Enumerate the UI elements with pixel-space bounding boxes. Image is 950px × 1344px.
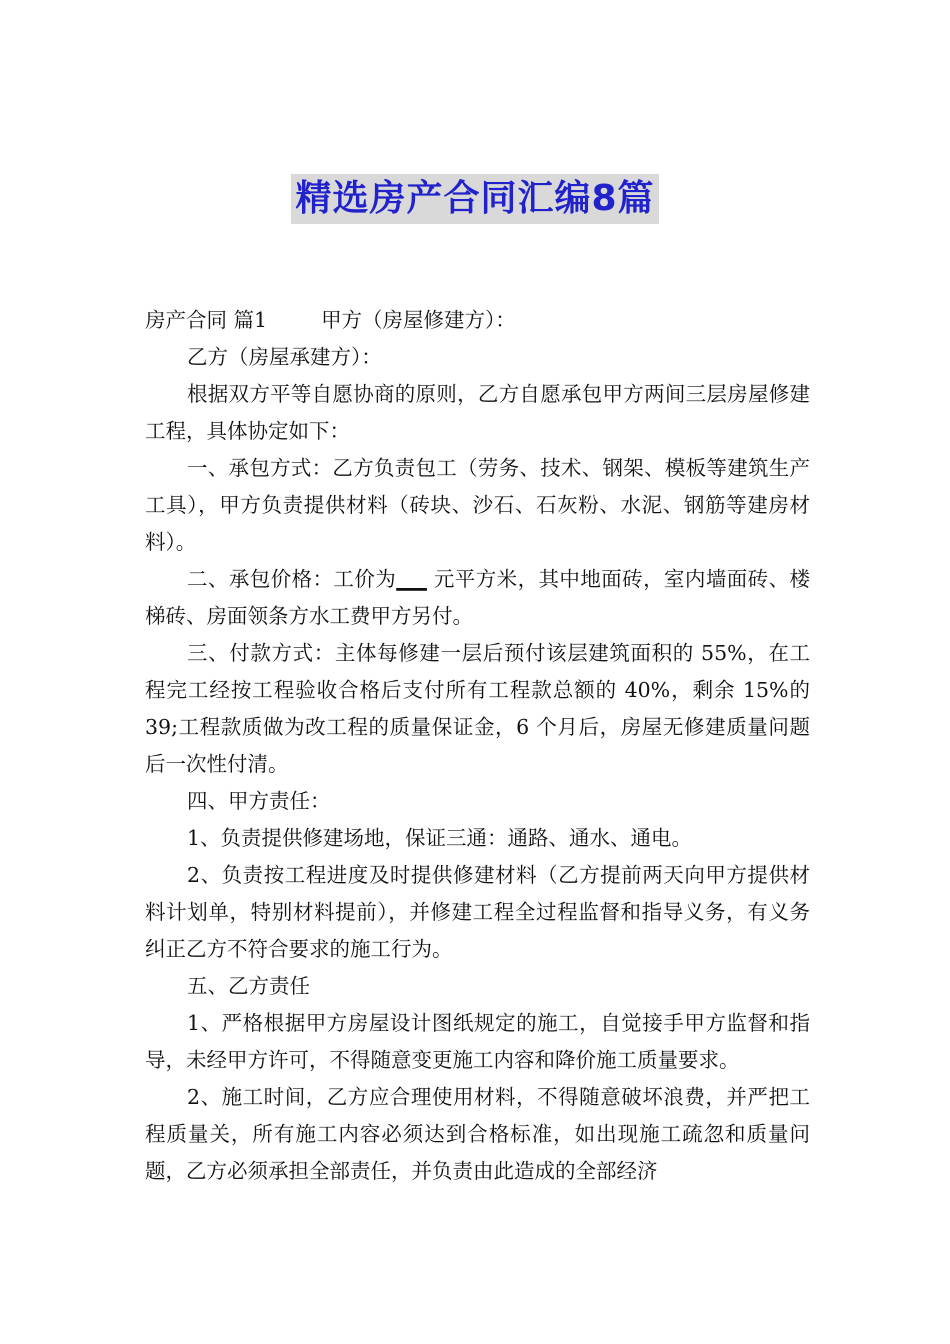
document-title: 精选房产合同汇编8篇 (291, 174, 658, 224)
paragraph: 一、承包方式：乙方负责包工（劳务、技术、钢架、模板等建筑生产工具），甲方负责提供材料（砖块、沙石、石灰粉、水泥、钢筋等建房材料）。 (145, 456, 810, 554)
document-body (145, 302, 810, 1190)
price-text-end: 元平方米，其中地面砖，室内墙面砖、楼梯砖、房面领条方水工费甲方另付。 (145, 567, 811, 628)
paragraph-price (145, 561, 810, 635)
paragraph: 四、甲方责任： (187, 789, 331, 813)
paragraph: 2、施工时间，乙方应合理使用材料，不得随意破坏浪费，并严把工程质量关，所有施工内容必须达到合格标准，如出现施工疏忽和质量问题，乙方必须承担全部责任，并负责由此造成的全部经济 (145, 1085, 810, 1183)
title-container (0, 174, 950, 224)
paragraph: 五、乙方责任 (187, 974, 310, 998)
paragraph-first (145, 302, 810, 339)
price-text-start: 二、承包价格：工价为 (187, 567, 397, 591)
paragraph: 1、负责提供修建场地，保证三通：通路、通水、通电。 (187, 826, 693, 850)
party-a-line: 甲方（房屋修建方）： (321, 308, 516, 332)
paragraph: 1、严格根据甲方房屋设计图纸规定的施工，自觉接手甲方监督和指导，未经甲方许可，不得随意变更施工内容和降价施工质量要求。 (145, 1011, 810, 1072)
section-label: 房产合同 篇1 (145, 308, 268, 332)
party-b-line: 乙方（房屋承建方）： (187, 345, 382, 369)
paragraph: 2、负责按工程进度及时提供修建材料（乙方提前两天向甲方提供材料计划单，特别材料提前），并修建工程全过程监督和指导义务，有义务纠正乙方不符合要求的施工行为。 (145, 863, 810, 961)
paragraph: 根据双方平等自愿协商的原则，乙方自愿承包甲方两间三层房屋修建工程，具体协定如下： (145, 382, 810, 443)
price-blank: ___ (396, 567, 427, 591)
paragraph: 三、付款方式：主体每修建一层后预付该层建筑面积的 55%，在工程完工经按工程验收合格后支付所有工程款总额的 40%，剩余 15%的 39;工程款质做为改工程的质量保证金，6 个月后，房屋无修建质量问题后一次性付清。 (145, 641, 810, 776)
